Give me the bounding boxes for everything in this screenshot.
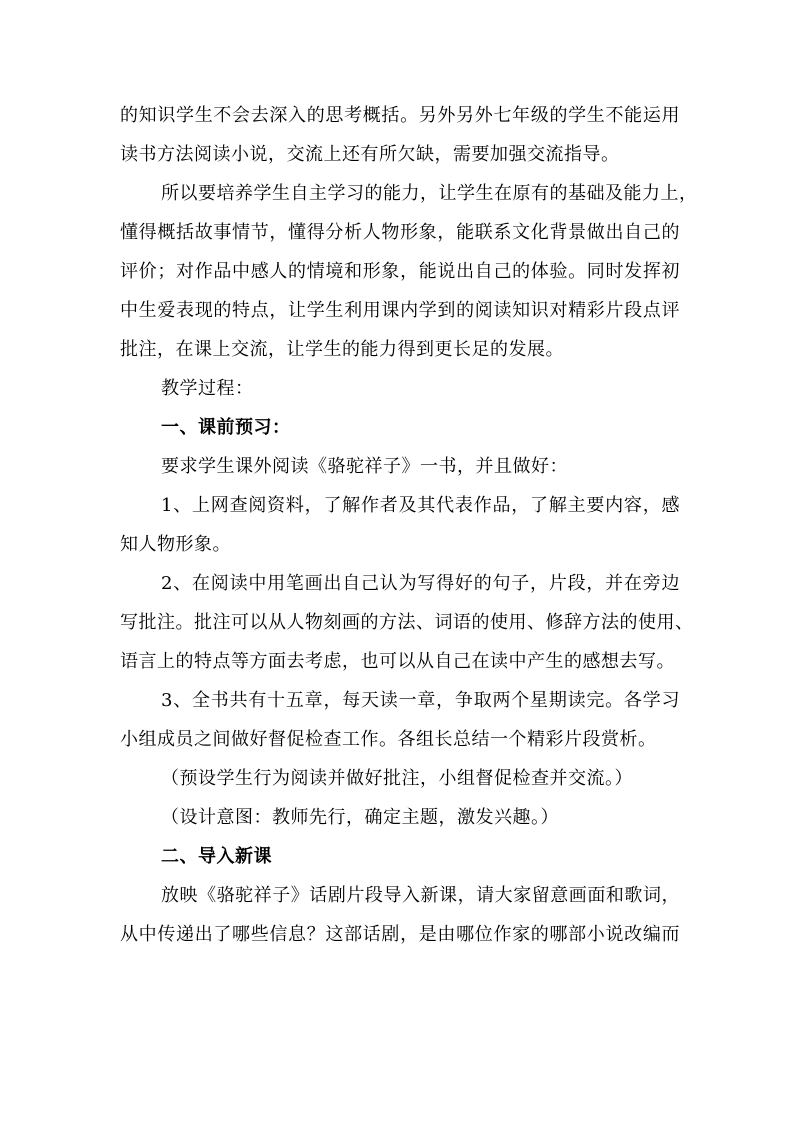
text-line: 小组成员之间做好督促检查工作。各组长总结一个精彩片段赏析。 — [120, 729, 657, 750]
text-line: 知人物形象。 — [120, 534, 231, 555]
section-heading: 二、导入新课 — [161, 846, 272, 867]
section-label: 教学过程： — [161, 378, 254, 399]
text-line: 中生爱表现的特点，让学生利用课内学到的阅读知识对精彩片段点评 — [120, 300, 680, 321]
paragraph-start: 要求学生课外阅读《骆驼祥子》一书，并且做好： — [161, 456, 568, 477]
list-item-3: 3、全书共有十五章，每天读一章，争取两个星期读完。各学习 — [161, 690, 680, 711]
note-line: （设计意图：教师先行，确定主题，激发兴趣。） — [161, 807, 559, 828]
text-line: 读书方法阅读小说，交流上还有所欠缺，需要加强交流指导。 — [120, 144, 620, 165]
text-line: 写批注。批注可以从人物刻画的方法、词语的使用、修辞方法的使用、 — [120, 612, 694, 633]
paragraph-start: 放映《骆驼祥子》话剧片段导入新课，请大家留意画面和歌词， — [161, 885, 680, 906]
text-line: 批注，在课上交流，让学生的能力得到更长足的发展。 — [120, 339, 564, 360]
section-heading: 一、课前预习： — [161, 417, 291, 438]
list-item-1: 1、上网查阅资料，了解作者及其代表作品，了解主要内容，感 — [161, 495, 680, 516]
note-line: （预设学生行为阅读并做好批注，小组督促检查并交流。） — [161, 768, 633, 789]
paragraph-start: 所以要培养学生自主学习的能力，让学生在原有的基础及能力上， — [161, 183, 698, 204]
document-page — [120, 96, 698, 954]
text-line: 从中传递出了哪些信息？这部话剧，是由哪位作家的哪部小说改编而 — [120, 924, 680, 945]
text-line: 懂得概括故事情节，懂得分析人物形象，能联系文化背景做出自己的 — [120, 222, 680, 243]
list-item-2: 2、在阅读中用笔画出自己认为写得好的句子，片段，并在旁边 — [161, 573, 680, 594]
text-line: 的知识学生不会去深入的思考概括。另外另外七年级的学生不能运用 — [120, 105, 680, 126]
text-line: 语言上的特点等方面去考虑，也可以从自己在读中产生的感想去写。 — [120, 651, 675, 672]
text-line: 评价；对作品中感人的情境和形象，能说出自己的体验。同时发挥初 — [120, 261, 680, 282]
